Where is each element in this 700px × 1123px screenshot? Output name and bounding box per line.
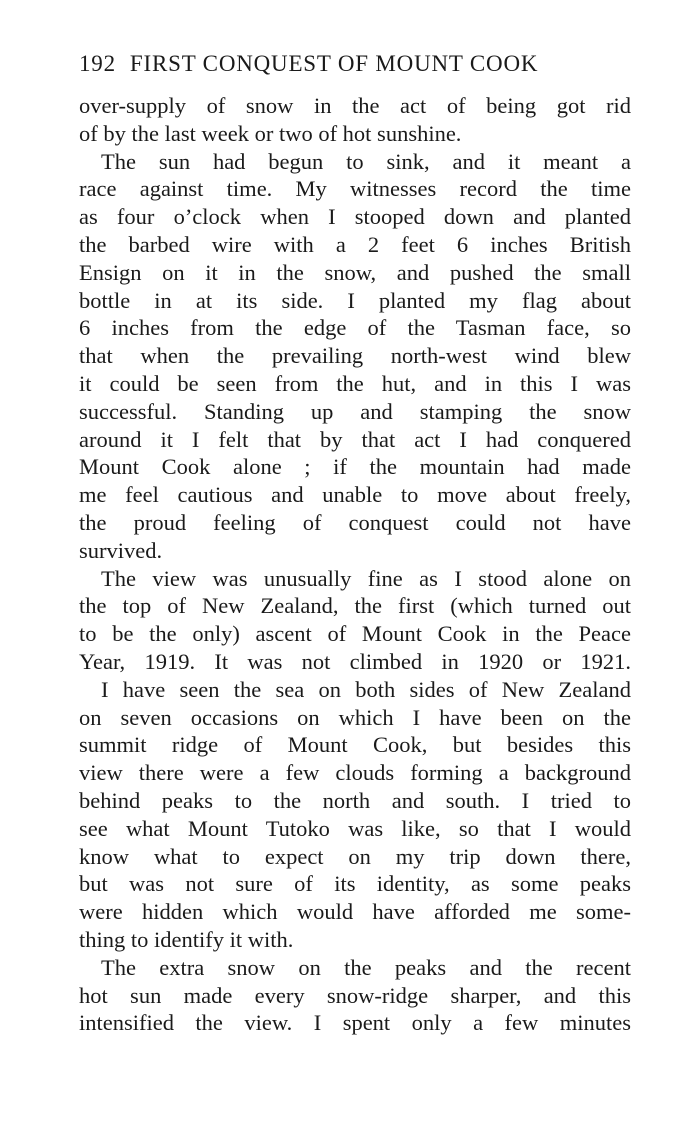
text-line: The extra snow on the peaks and the recent bbox=[101, 954, 631, 980]
text-line: Mount Cook alone ; if the mountain had made bbox=[79, 454, 631, 480]
body-text bbox=[79, 92, 631, 1037]
text-line: bottle in at its side. I planted my flag about bbox=[79, 287, 631, 313]
text-line: the barbed wire with a 2 feet 6 inches British bbox=[79, 231, 631, 257]
paragraph bbox=[79, 148, 631, 565]
running-title: FIRST CONQUEST OF MOUNT COOK bbox=[129, 51, 539, 76]
text-line: me feel cautious and unable to move about freely, bbox=[79, 482, 631, 508]
page-number: 192 bbox=[79, 51, 116, 76]
text-line: on seven occasions on which I have been on the bbox=[79, 704, 631, 730]
text-line: I have seen the sea on both sides of New Zealand bbox=[101, 676, 631, 702]
text-line: were hidden which would have afforded me some- bbox=[79, 899, 631, 925]
text-line: see what Mount Tutoko was like, so that I would bbox=[79, 815, 631, 841]
text-line: survived. bbox=[79, 537, 163, 563]
text-line: over-supply of snow in the act of being got rid bbox=[79, 93, 631, 118]
paragraph bbox=[79, 92, 631, 148]
text-line: around it I felt that by that act I had conquered bbox=[79, 426, 631, 452]
text-line: The sun had begun to sink, and it meant a bbox=[101, 148, 631, 174]
text-line: of by the last week or two of hot sunshine. bbox=[79, 120, 462, 146]
text-line: intensified the view. I spent only a few minutes bbox=[79, 1010, 631, 1036]
text-line: thing to identify it with. bbox=[79, 926, 294, 952]
paragraph bbox=[79, 565, 631, 676]
text-line: it could be seen from the hut, and in this I was bbox=[79, 370, 631, 396]
text-line: Year, 1919. It was not climbed in 1920 or 1921. bbox=[79, 648, 631, 674]
paragraph bbox=[79, 954, 631, 1037]
paragraph bbox=[79, 676, 631, 954]
text-line: summit ridge of Mount Cook, but besides this bbox=[79, 732, 631, 758]
text-line: that when the prevailing north-west wind blew bbox=[79, 343, 631, 369]
text-line: know what to expect on my trip down there, bbox=[79, 843, 631, 869]
book-page bbox=[79, 46, 631, 1037]
text-line: hot sun made every snow-ridge sharper, and this bbox=[79, 982, 631, 1008]
text-line: to be the only) ascent of Mount Cook in the Peace bbox=[79, 621, 631, 647]
text-line: behind peaks to the north and south. I tried to bbox=[79, 787, 631, 813]
text-line: 6 inches from the edge of the Tasman face, so bbox=[79, 315, 631, 341]
text-line: but was not sure of its identity, as some peaks bbox=[79, 871, 631, 897]
text-line: as four o’clock when I stooped down and planted bbox=[79, 204, 631, 230]
text-line: the top of New Zealand, the first (which turned out bbox=[79, 593, 631, 619]
text-line: The view was unusually fine as I stood alone on bbox=[101, 565, 631, 591]
text-line: the proud feeling of conquest could not have bbox=[79, 509, 631, 535]
running-head bbox=[79, 46, 631, 82]
text-line: view there were a few clouds forming a background bbox=[79, 760, 631, 786]
text-line: race against time. My witnesses record the time bbox=[79, 176, 631, 202]
text-line: successful. Standing up and stamping the snow bbox=[79, 398, 631, 424]
text-line: Ensign on it in the snow, and pushed the small bbox=[79, 259, 631, 285]
